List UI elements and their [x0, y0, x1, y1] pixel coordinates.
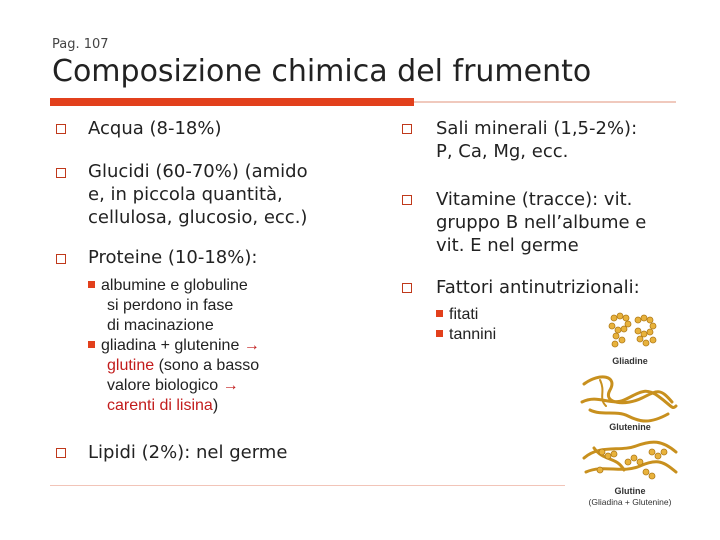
bullet-square-icon: [56, 448, 66, 458]
sub-bullet-icon: [88, 341, 95, 348]
gluten-illustration: [580, 306, 680, 514]
sub-item-gliadina: gliadina + glutenine → glutine (sono a basso valore biologico → carenti di lisina): [88, 336, 260, 416]
sub-bullet-icon: [436, 330, 443, 337]
bullet-square-icon: [56, 124, 66, 134]
arrow-right-icon: →: [222, 377, 239, 394]
gliadine-bead-chains-icon: [609, 313, 656, 347]
glutine-term: glutine: [107, 357, 155, 374]
item-antinutritional: Fattori antinutrizionali:: [436, 277, 640, 298]
bullet-square-icon: [402, 124, 412, 134]
title-rule-accent: [50, 98, 414, 106]
arrow-right-icon: →: [243, 337, 260, 354]
item-water: Acqua (8-18%): [88, 118, 222, 139]
bullet-square-icon: [56, 254, 66, 264]
caption-glutine: Glutine: [614, 486, 646, 496]
bullet-square-icon: [402, 195, 412, 205]
item-vitamins: Vitamine (tracce): vit. gruppo B nell’albume e vit. E nel germe: [436, 189, 647, 256]
bullet-square-icon: [402, 283, 412, 293]
glutine-network-icon: [584, 442, 676, 479]
bottom-divider: [50, 485, 565, 486]
item-minerals: Sali minerali (1,5-2%): P, Ca, Mg, ecc.: [436, 118, 638, 162]
caption-gliadine: Gliadine: [612, 356, 648, 366]
caption-glutenine: Glutenine: [609, 422, 651, 432]
caption-glutine-sub: (Gliadina + Glutenine): [588, 497, 672, 507]
lisina-term: carenti di lisina: [107, 397, 213, 414]
sub-item-albumine: albumine e globuline si perdono in fase di macinazione: [88, 276, 260, 336]
sub-list-proteins: [88, 276, 260, 416]
item-sugars-line: e, in piccola quantità,: [88, 184, 283, 205]
item-lipids: Lipidi (2%): nel germe: [88, 442, 288, 463]
sub-bullet-icon: [88, 281, 95, 288]
sub-list-factors: fitati tannini: [436, 305, 496, 345]
page-number: Pag. 107: [52, 37, 109, 52]
title-rule-light: [414, 101, 676, 103]
glutenine-strands-icon: [582, 377, 676, 421]
item-proteins: Proteine (10-18%):: [88, 247, 258, 268]
bullet-square-icon: [56, 168, 66, 178]
item-sugars-line: Glucidi (60-70%) (amido: [88, 161, 308, 182]
item-sugars-line: cellulosa, glucosio, ecc.): [88, 207, 308, 228]
slide-title: Composizione chimica del frumento: [52, 54, 592, 89]
sub-bullet-icon: [436, 310, 443, 317]
item-sugars: [88, 160, 308, 229]
